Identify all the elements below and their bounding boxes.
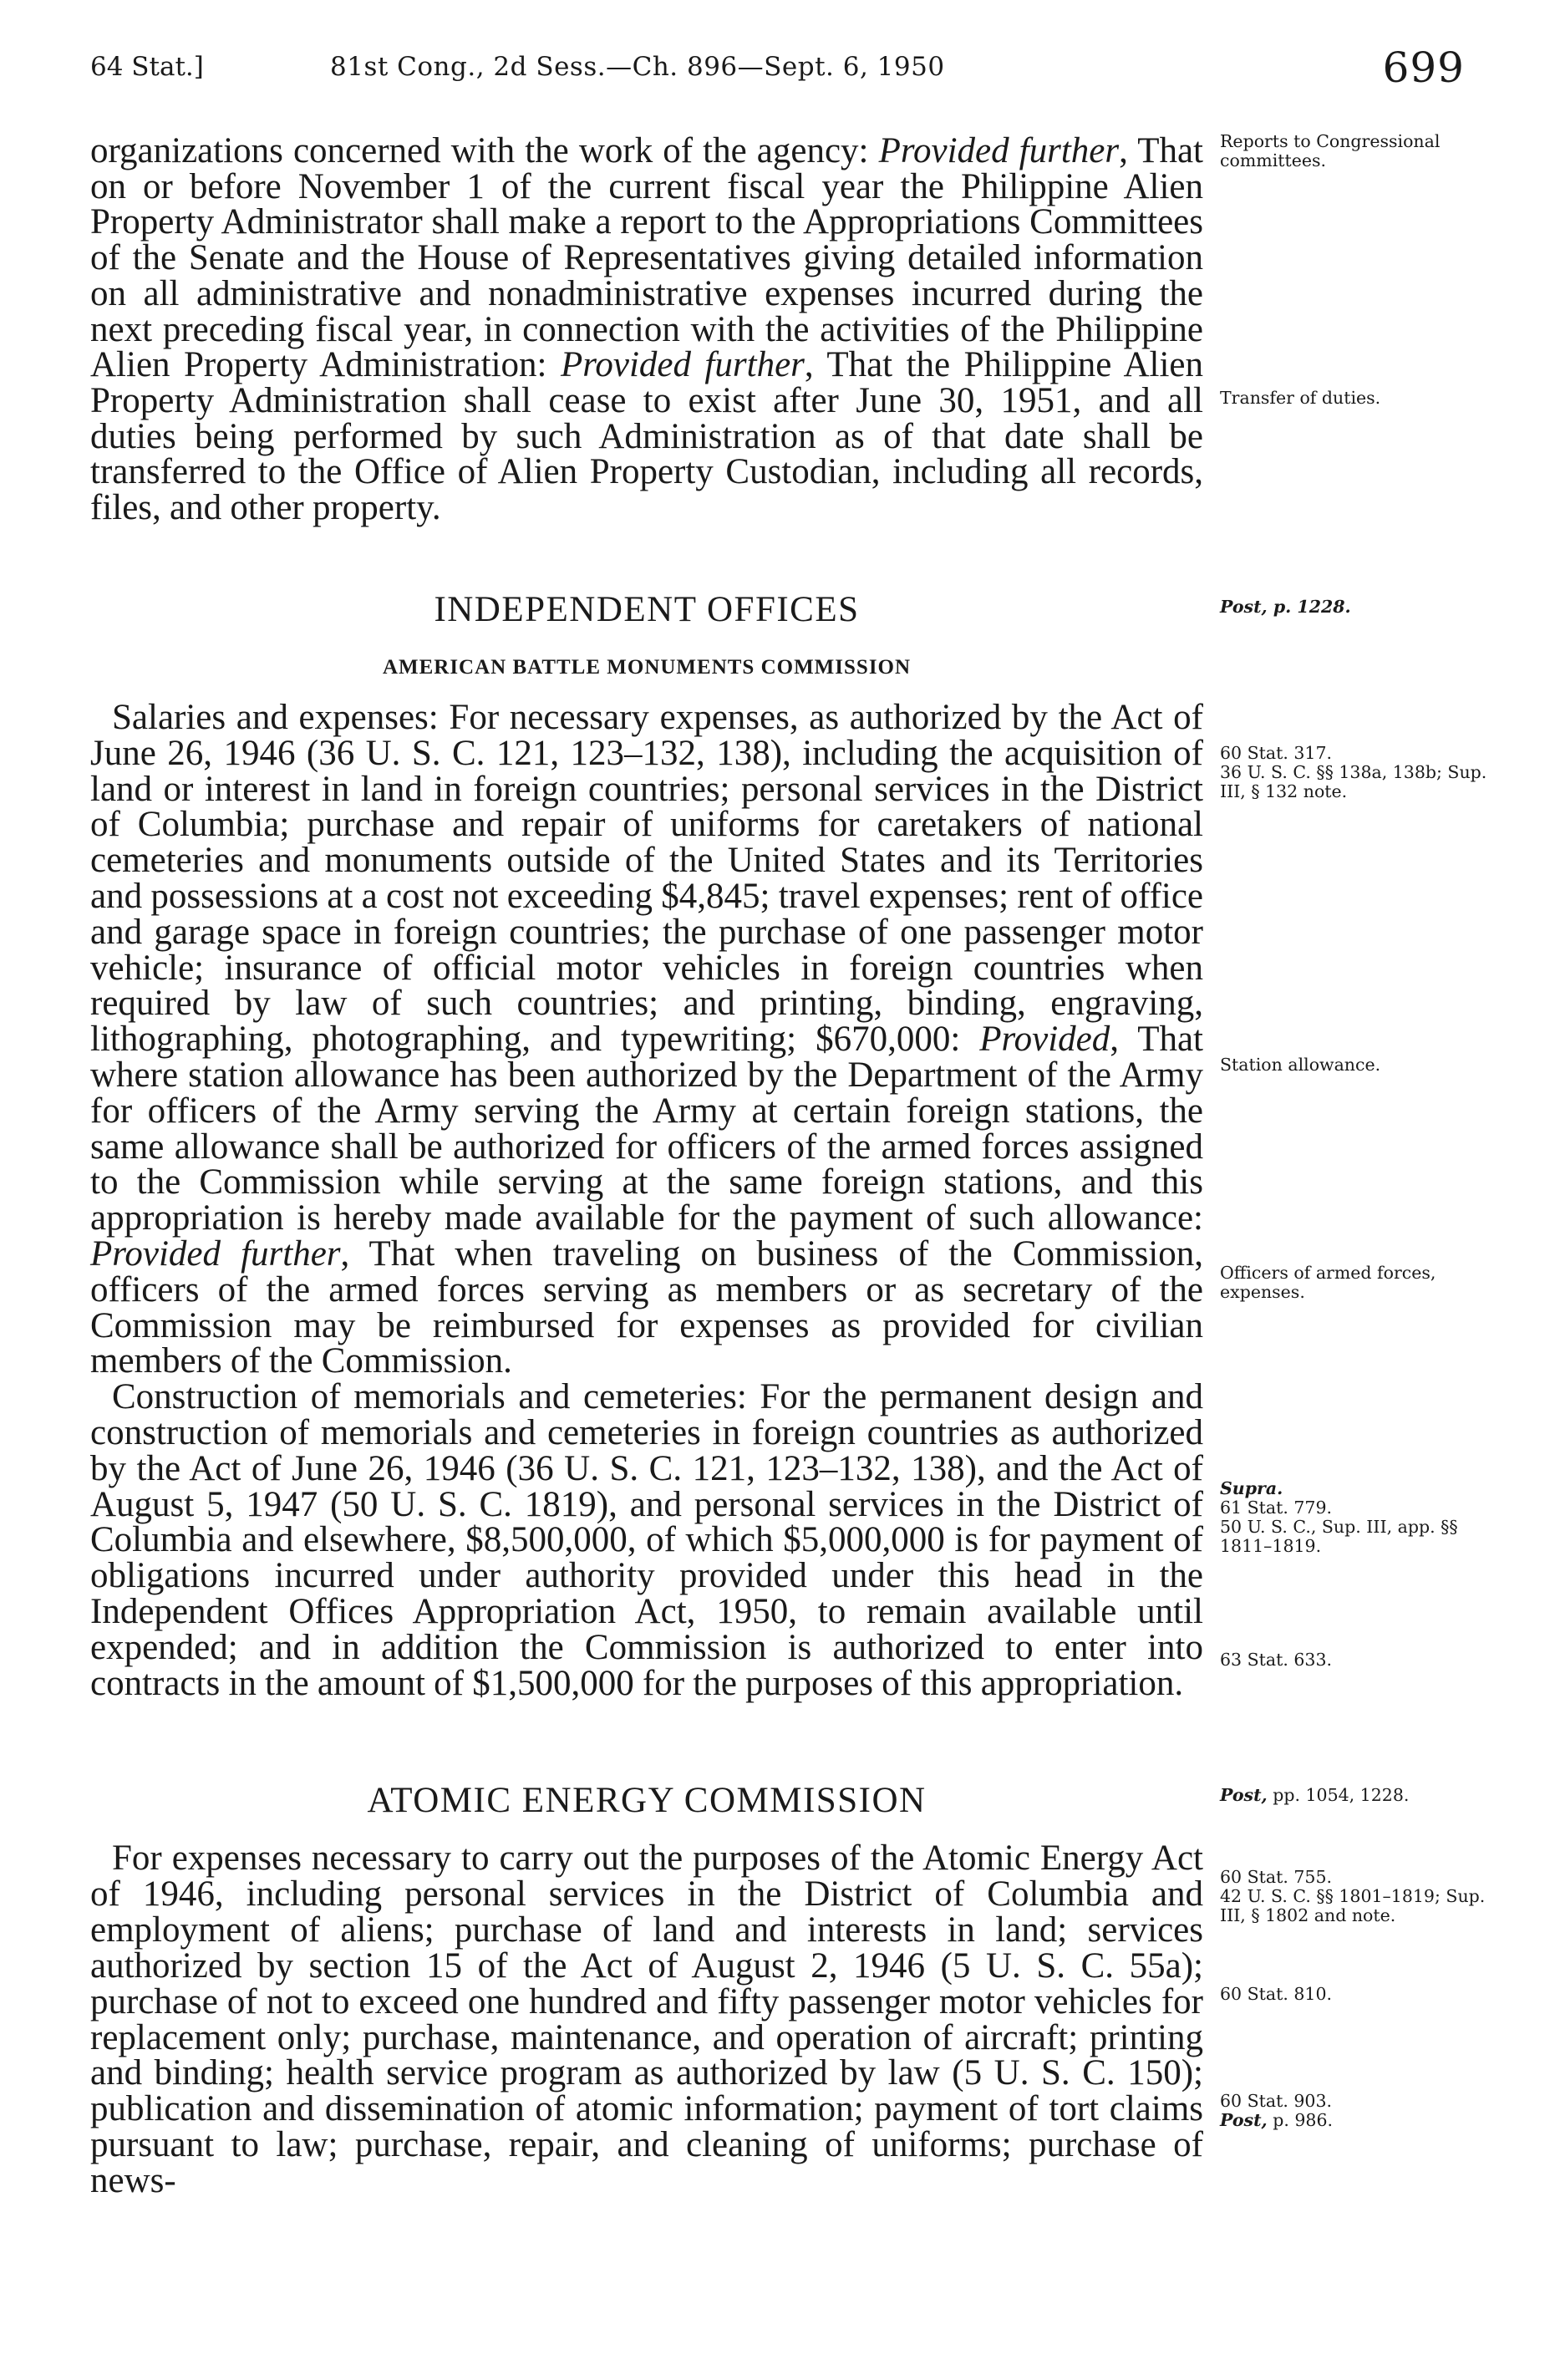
margin-note-station-allowance: Station allowance. [1220,1055,1381,1075]
intro-provided-1: Provided further [878,131,1120,170]
battle-monuments-section [90,700,1203,1701]
battle-monuments-subheading: AMERICAN BATTLE MONUMENTS COMMISSION [382,656,912,679]
intro-section [90,131,1203,528]
margin-note-stat-903: 60 Stat. 903. [1220,2091,1333,2111]
salaries-text-2: , That where station allowance has been authorized by the Department of the Army for officers of the Army serving the Army at certain foreign stations, the same allowance shall be authorized for officers of the armed forces assigned to the Commission while serving at the same foreign stations, and this appropriation is hereby made available for the payment of such allowance: [90,1020,1203,1238]
margin-note-stat-755: 60 Stat. 755. 42 U. S. C. §§ 1801–1819; Sup. III, § 1802 and note. [1220,1867,1486,1925]
salaries-text-3: , That when traveling on business of the Commission, officers of the armed forces serving as members or as secretary of the Commission may be reimbursed for expenses as provided for civilian members of the Commission. [90,1233,1204,1381]
salaries-provided-1: Provided [979,1020,1110,1060]
independent-offices-heading: INDEPENDENT OFFICES [434,590,860,629]
salaries-provided-2: Provided further [90,1233,341,1274]
margin-note-officers: Officers of armed forces, expenses. [1220,1263,1436,1302]
margin-note-post-986: Post, p. 986. [1220,2110,1334,2130]
salaries-text-1: Salaries and expenses: For necessary expenses, as authorized by the Act of June 26, 1946 (36 U. S. C. 121, 123–132, 138), including the acquisition of land or interest in land in foreign countries; personal services in the District of Columbia; purchase and repair of uniforms for caretakers of national cemeteries and monuments outside of the United States and its Territories and possessions at a cost not exceeding $4,845; travel expenses; rent of office and garage space in foreign countries; the purchase of one passenger motor vehicle; insurance of official motor vehicles in foreign countries when required by law of such countries; and printing, binding, engraving, lithographing, photographing, and typewriting; $670,000: [90,698,1203,1060]
page-number: 699 [1382,43,1465,92]
margin-note-post-1054: Post, pp. 1054, 1228. [1220,1785,1410,1805]
margin-note-post-1228: Post, p. 1228. [1220,597,1351,617]
intro-text-1: organizations concerned with the work of the agency: [90,131,879,170]
intro-paragraph [90,131,1203,528]
atomic-energy-section [90,1838,1203,2201]
margin-note-supra: Supra. 61 Stat. 779. 50 U. S. C., Sup. III, app. §§ 1811–1819. [1220,1478,1458,1556]
atomic-energy-heading: ATOMIC ENERGY COMMISSION [367,1781,927,1820]
intro-text-2: , That on or before November 1 of the current fiscal year the Philippine Alien Property Administrator shall make a report to the Appropriations Committees of the Senate and the House of Representatives giving detailed information on all administrative and nonadministrative expenses incurred during the next preceding fiscal year, in connection with the activities of the Philippine Alien Property Administration: [90,131,1203,385]
margin-note-reports: Reports to Congressional committees. [1220,131,1441,170]
construction-paragraph: Construction of memorials and cemeteries: For the permanent design and construction of memorials and cemeteries in foreign countries as authorized by the Act of June 26, 1946 (36 U. S. C. 121, 123–132, 138), and the Act of August 5, 1947 (50 U. S. C. 1819), and personal services in the District of Columbia and elsewhere, $8,500,000, of which $5,000,000 is for payment of obligations incurred under authority provided under this head in the Independent Offices Appropriation Act, 1950, to remain available until expended; and in addition the Commission is authorized to enter into contracts in the amount of $1,500,000 for the purposes of this appropriation. [90,1377,1203,1703]
intro-provided-2: Provided further [560,345,805,385]
salaries-paragraph [90,700,1203,1380]
margin-note-stat-317: 60 Stat. 317. 36 U. S. C. §§ 138a, 138b; Sup. III, § 132 note. [1220,743,1487,801]
atomic-energy-paragraph: For expenses necessary to carry out the purposes of the Atomic Energy Act of 1946, including personal services in the District of Columbia and employment of aliens; purchase of land and interests in land; services authorized by section 15 of the Act of August 2, 1946 (5 U. S. C. 55a); purchase of not to exceed one hundred and fifty passenger motor vehicles for replacement only; purchase, maintenance, and operation of aircraft; printing and binding; health service program as authorized by law (5 U. S. C. 150); publication and dissemination of atomic information; payment of tort claims pursuant to law; purchase, repair, and cleaning of uniforms; purchase of news- [90,1838,1203,2201]
margin-note-transfer: Transfer of duties. [1220,388,1381,408]
margin-note-stat-810: 60 Stat. 810. [1220,1984,1333,2004]
header-session: 81st Cong., 2d Sess.—Ch. 896—Sept. 6, 1950 [330,52,945,82]
margin-note-stat-633: 63 Stat. 633. [1220,1650,1333,1670]
intro-text-3: , That the Philippine Alien Property Administration shall cease to exist after June 30, 1951, and all duties being performed by such Administration as of that date shall be transferred to the Office of Alien Property Custodian, including all records, files, and other property. [90,345,1203,528]
header-citation: 64 Stat.] [90,52,204,82]
